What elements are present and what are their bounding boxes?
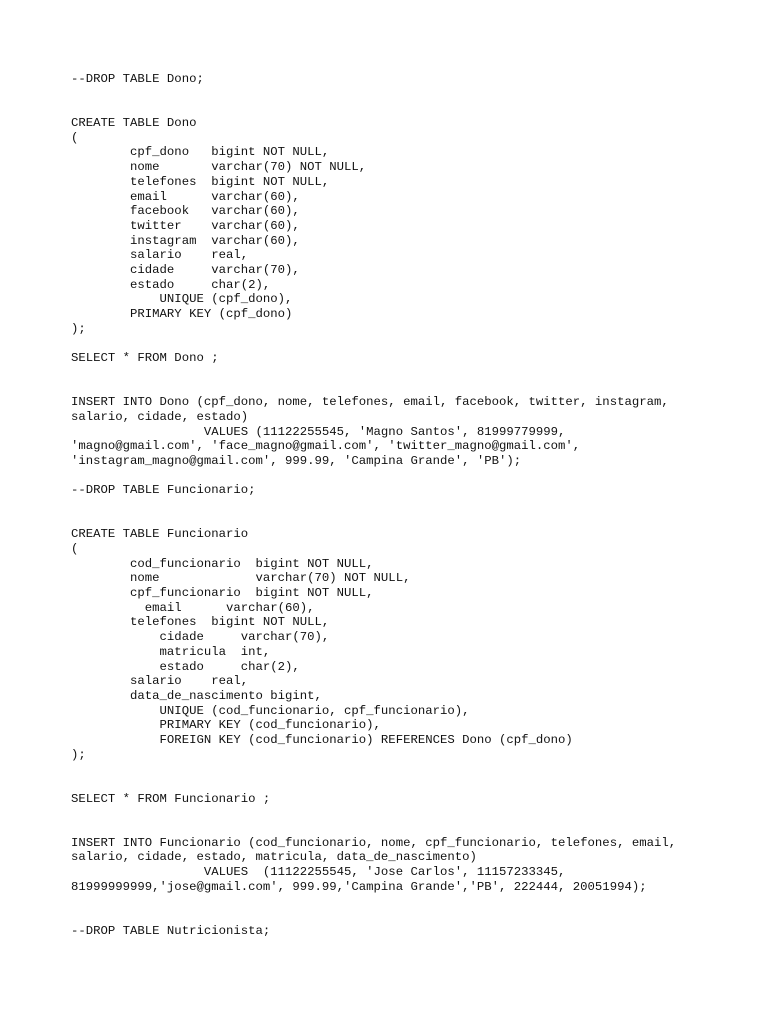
code-line: twitter varchar(60), [71,218,300,233]
code-line: salario real, [71,674,249,689]
code-line: VALUES (11122255545, 'Jose Carlos', 11157233345, [71,865,566,880]
code-line: FOREIGN KEY (cod_funcionario) REFERENCES Dono (cpf_dono) [71,732,573,747]
code-line: instagram varchar(60), [71,233,300,248]
code-line [71,336,676,351]
code-line: UNIQUE (cod_funcionario, cpf_funcionario), [71,703,470,718]
code-line: VALUES (11122255545, 'Magno Santos', 81999779999, [71,424,566,439]
code-line [71,498,676,513]
code-line: estado char(2), [71,277,271,292]
code-line [71,895,676,910]
code-line: ); [71,747,86,762]
code-line: ); [71,321,86,336]
code-line: email varchar(60), [71,600,315,615]
code-line: cidade varchar(70), [71,630,330,645]
code-line [71,909,676,924]
code-line [71,469,676,484]
code-line: cidade varchar(70), [71,262,300,277]
code-line: --DROP TABLE Nutricionista; [71,923,271,938]
code-line [71,777,676,792]
code-line: estado char(2), [71,659,300,674]
code-line: --DROP TABLE Funcionario; [71,483,256,498]
code-line: SELECT * FROM Funcionario ; [71,791,271,806]
code-line: CREATE TABLE Funcionario [71,527,249,542]
sql-code-block [71,72,676,939]
code-line: CREATE TABLE Dono [71,116,197,131]
code-line: --DROP TABLE Dono; [71,72,204,86]
code-line: salario, cidade, estado, matricula, data_de_nascimento) [71,850,477,865]
code-line: INSERT INTO Dono (cpf_dono, nome, telefones, email, facebook, twitter, instagram, [71,395,669,410]
code-line: telefones bigint NOT NULL, [71,615,330,630]
code-line: ( [71,130,79,145]
code-line [71,762,676,777]
code-line: matricula int, [71,644,271,659]
code-line: PRIMARY KEY (cpf_dono) [71,307,293,321]
code-line: nome varchar(70) NOT NULL, [71,160,367,175]
code-line: facebook varchar(60), [71,204,300,219]
code-line: cod_funcionario bigint NOT NULL, [71,556,374,571]
code-line [71,380,676,395]
code-line [71,513,676,528]
code-line: 'magno@gmail.com', 'face_magno@gmail.com', 'twitter_magno@gmail.com', [71,439,581,454]
code-line [71,806,676,821]
code-line: nome varchar(70) NOT NULL, [71,571,411,586]
code-line: salario real, [71,248,249,263]
code-line: email varchar(60), [71,189,300,204]
code-line: cpf_dono bigint NOT NULL, [71,145,330,160]
code-line: salario, cidade, estado) [71,409,249,424]
code-line [71,366,676,381]
code-line: data_de_nascimento bigint, [71,688,322,703]
code-line: telefones bigint NOT NULL, [71,174,330,189]
code-line: ( [71,542,79,556]
code-line: cpf_funcionario bigint NOT NULL, [71,586,374,601]
code-line: 81999999999,'jose@gmail.com', 999.99,'Campina Grande','PB', 222444, 20051994); [71,879,647,894]
code-line: UNIQUE (cpf_dono), [71,292,293,307]
code-line [71,101,676,116]
code-line: 'instagram_magno@gmail.com', 999.99, 'Campina Grande', 'PB'); [71,453,522,468]
code-line: SELECT * FROM Dono ; [71,351,219,366]
code-line [71,821,676,836]
code-line [71,87,676,102]
code-line: PRIMARY KEY (cod_funcionario), [71,718,381,733]
code-line: INSERT INTO Funcionario (cod_funcionario, nome, cpf_funcionario, telefones, email, [71,835,677,850]
